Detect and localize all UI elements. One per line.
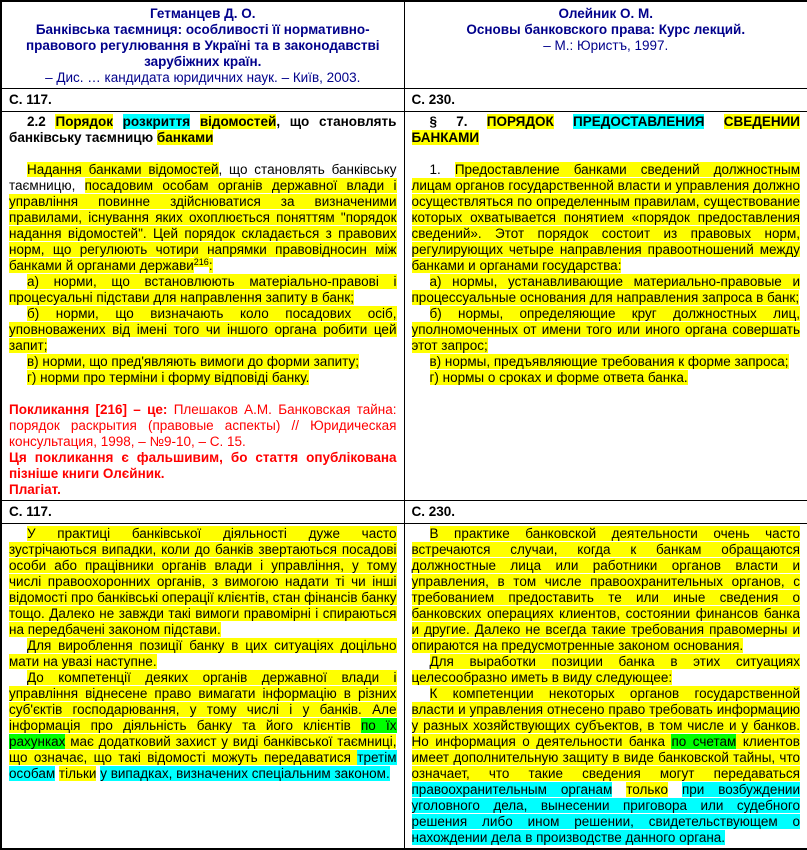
text-segment: 1.	[429, 162, 455, 177]
highlighted-text: Надання банками відомостей	[27, 162, 219, 177]
content-row-1	[1, 112, 807, 501]
page-ref-right: С. 230.	[404, 501, 807, 524]
plagiarism-note	[9, 450, 397, 482]
author-name: Гетманцев Д. О.	[149, 6, 256, 21]
paragraph	[412, 526, 801, 654]
paragraph	[412, 654, 801, 686]
list-item	[9, 354, 397, 370]
highlighted-text: по счетам	[671, 734, 737, 749]
highlighted-text: клиентов имеет дополнительную защиту в виде банковской тайны, что означает, что такие сведения могут передаваться	[411, 734, 800, 781]
highlighted-text: розкриття	[122, 114, 191, 129]
highlighted-text: В практике банковской деятельности очень часто встречаются случаи, когда к банкам обращаются должностные лица или работники органов власти и управления, в том числе правоохранительных органов, с требованием предоставить те или иные сведения о банковских операциях клиентов, состоянии финансов банка и другие. Далеко не всегда такие требования правомерны и опираются на предусмотренные законом основания.	[411, 526, 800, 653]
highlighted-text: в) норми, що пред'являють вимоги до форми запиту;	[27, 354, 360, 369]
content-cell-right-2	[404, 524, 807, 850]
paragraph	[9, 162, 397, 274]
list-item	[412, 370, 801, 386]
highlighted-text: У практиці банківської діяльності дуже часто зустрічаються випадки, коли до банків звертаються посадові особи або працівники органів влади і управління, у тому числі правоохоронних органів, з вимогою надати ті чи інші відомості про банківські операції клієнтів, стан фінансів банку тощо. Далеко не завжди такі вимоги правомірні і спираються на передбачені законом підстави.	[9, 526, 397, 637]
list-item	[412, 306, 801, 354]
highlighted-text: третім особам	[9, 750, 397, 781]
text-segment: Плешаков А.М. Банковская тайна: порядок раскрытия (правовые аспекты) // Юридическая консультация, 1998, – №9-10, – С. 15.	[9, 402, 397, 449]
text-segment: Покликання [216] – це:	[9, 402, 174, 417]
imprint: – М.: Юристъ, 1997.	[543, 38, 669, 53]
highlighted-text: правоохранительным органам	[411, 782, 613, 797]
page-ref-left: С. 117.	[1, 501, 404, 524]
content-row-2	[1, 524, 807, 850]
highlighted-text: г) нормы о сроках и форме ответа банка.	[429, 370, 688, 385]
section-heading	[9, 114, 397, 146]
highlighted-text: тільки	[58, 766, 97, 781]
highlighted-text: только	[626, 782, 668, 797]
list-item	[412, 354, 801, 370]
highlighted-text: у випадках, визначених спеціальним законом.	[100, 766, 390, 781]
highlighted-text	[736, 734, 743, 749]
highlighted-text: До компетенції деяких органів державної влади і управління віднесене право вимагати інформацію в різних суб'єктів господарювання, у тому числі і у банків. Але інформація про діяльність банку та його клієнтів	[9, 670, 397, 733]
highlighted-text: СВЕДЕНИИ БАНКАМИ	[411, 114, 800, 145]
list-item	[9, 274, 397, 306]
highlighted-text: г) норми про терміни і форму відповіді банку.	[27, 370, 310, 385]
list-item	[412, 274, 801, 306]
highlighted-text: б) нормы, определяющие круг должностных лиц, уполномоченных от имени того или иного органа совершать этот запрос;	[411, 306, 800, 353]
page-ref-left: С. 117.	[1, 89, 404, 112]
source-header-left	[1, 1, 404, 89]
text-segment	[554, 114, 573, 129]
highlighted-text: а) нормы, устанавливающие материально-правовые и процессуальные основания для направления запроса в банк;	[411, 274, 800, 305]
text-segment: Ця покликання є фальшивим, бо стаття опублікована пізніше книги Олєйник.	[9, 450, 397, 481]
source-header-right	[404, 1, 807, 89]
highlighted-text: Для выработки позиции банка в этих ситуациях целесообразно иметь в виду следующее:	[411, 654, 800, 685]
paragraph	[412, 162, 801, 274]
highlighted-text: :	[208, 258, 213, 273]
text-segment	[190, 114, 200, 129]
imprint: – Дис. … кандидата юридичних наук. – Київ, 2003.	[45, 70, 361, 85]
highlighted-text: в) нормы, предъявляющие требования к форме запроса;	[429, 354, 789, 369]
list-item	[9, 306, 397, 354]
list-item	[9, 370, 397, 386]
highlighted-text: ПРЕДОСТАВЛЕНИЯ	[573, 114, 705, 129]
source-header-row	[1, 1, 807, 89]
author-name: Олейник О. М.	[558, 6, 653, 21]
highlighted-text: посадовим особам органів державної влади і управління повинне здійснюватися за визначеними правилами, існування яких охоплюється поняттям "порядок надання відомостей". Цей порядок складається з правових норм, що регулюють чотири напрямки правовідносин між банками й органами держави	[9, 178, 397, 273]
highlighted-text: а) норми, що встановлюють матеріально-правові і процесуальні підстави для направлення запиту в банк;	[9, 274, 397, 305]
text-segment	[668, 782, 682, 797]
text-segment: , що становлять банківську таємницю,	[9, 162, 397, 193]
text-segment: , що становлять банківську таємницю	[9, 114, 397, 145]
highlighted-text: по їх рахунках	[9, 718, 397, 749]
text-segment	[704, 114, 723, 129]
highlighted-text: Предоставление банками сведений должностным лицам органов государственной власти и управления должно осуществляться по определенным правилам, существование которых охватывается понятием «порядок предоставления сведений». Этот порядок состоит из правовых норм, регулирующих четыре направления правоотношений между банками и органами государства:	[411, 162, 800, 273]
highlighted-text: має додатковий захист у виді банківської таємниці, що означає, що такі відомості можуть передаватися	[9, 734, 397, 765]
reference-note	[9, 402, 397, 450]
paragraph	[9, 638, 397, 670]
highlighted-text: при возбуждении уголовного дела, вынесении приговора или судебного решения либо ином решении, свидетельствующем о нахождении дела в производстве данного органа.	[411, 782, 800, 845]
highlighted-text: Порядок	[55, 114, 113, 129]
work-title: Основы банковского права: Курс лекций.	[466, 22, 746, 37]
text-segment	[113, 114, 123, 129]
text-segment: Плагіат.	[9, 482, 61, 497]
paragraph	[9, 526, 397, 638]
paragraph	[412, 686, 801, 846]
content-cell-left-1	[1, 112, 404, 501]
highlighted-text: б) норми, що визначають коло посадових осіб, уповноважених від імені того чи іншого органа робити цей запит;	[9, 306, 397, 353]
work-title: Банківська таємниця: особливості її нормативно-правового регулювання в Україні та в законодавстві зарубіжних країн.	[25, 22, 380, 69]
page-ref-row	[1, 501, 807, 524]
highlighted-text: відомостей	[199, 114, 277, 129]
content-cell-left-2	[1, 524, 404, 850]
text-segment	[612, 782, 626, 797]
page-ref-row	[1, 89, 807, 112]
text-segment: 2.2	[27, 114, 56, 129]
page-ref-right: С. 230.	[404, 89, 807, 112]
highlighted-text: ПОРЯДОК	[486, 114, 554, 129]
highlighted-text: К компетенции некоторых органов государственной власти и управления отнесено право требовать информацию у разных хозяйствующих субъектов, в том числе и у банков. Но информация о деятельности банка	[411, 686, 800, 749]
section-heading	[412, 114, 801, 146]
text-segment: § 7.	[429, 114, 487, 129]
content-cell-right-1	[404, 112, 807, 501]
highlighted-text: банками	[156, 130, 214, 145]
plagiarism-verdict	[9, 482, 397, 498]
highlighted-text: 216	[193, 256, 209, 267]
highlighted-text: Для вироблення позиції банку в цих ситуаціях доцільно мати на увазі наступне.	[9, 638, 397, 669]
